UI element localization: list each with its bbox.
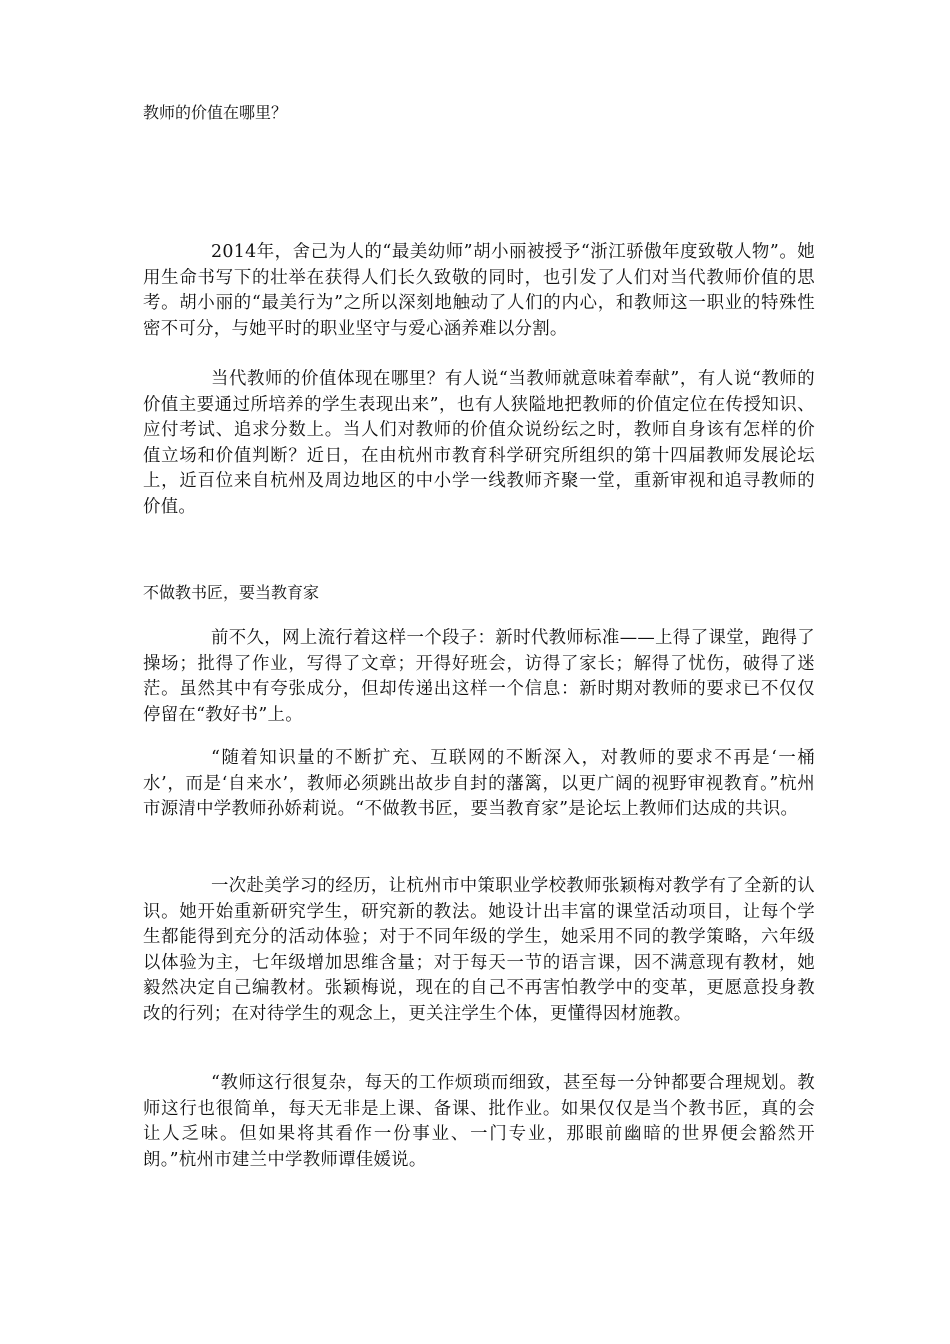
section-paragraph-4: “教师这行很复杂，每天的工作烦琐而细致，甚至每一分钟都要合理规划。教师这行也很简单，每天无非是上课、备课、批作业。如果仅仅是当个教书匠，真的会让人乏味。但如果将其看作一份事业、一门专业，那眼前幽暗的世界便会豁然开朗。”杭州市建兰中学教师谭佳媛说。	[143, 1073, 815, 1170]
section-paragraph-2: “随着知识量的不断扩充、互联网的不断深入，对教师的要求不再是‘一桶水’，而是‘自来水’，教师必须跳出故步自封的藩篱，以更广阔的视野审视教育。”杭州市源清中学教师孙娇莉说。“不做教书匠，要当教育家”是论坛上教师们达成的共识。	[143, 748, 815, 819]
section-heading: 不做教书匠，要当教育家	[143, 583, 320, 602]
section-paragraph-3: 一次赴美学习的经历，让杭州市中策职业学校教师张颖梅对教学有了全新的认识。她开始重新研究学生，研究新的教法。她设计出丰富的课堂活动项目，让每个学生都能得到充分的活动体验；对于不同年级的学生，她采用不同的教学策略，六年级以体验为主，七年级增加思维含量；对于每天一节的语言课，因不满意现有教材，她毅然决定自己编教材。张颖梅说，现在的自己不再害怕教学中的变革，更愿意投身教改的行列；在对待学生的观念上，更关注学生个体，更懂得因材施教。	[143, 876, 815, 1024]
section-paragraph-1: 前不久，网上流行着这样一个段子：新时代教师标准——上得了课堂，跑得了操场；批得了作业，写得了文章；开得好班会，访得了家长；解得了忧伤，破得了迷茫。虽然其中有夸张成分，但却传递出这样一个信息：新时期对教师的要求已不仅仅停留在“教好书”上。	[143, 628, 815, 725]
intro-paragraph-1: 2014年，舍己为人的“最美幼师”胡小丽被授予“浙江骄傲年度致敬人物”。她用生命书写下的壮举在获得人们长久致敬的同时，也引发了人们对当代教师价值的思考。胡小丽的“最美行为”之所以深刻地触动了人们的内心，和教师这一职业的特殊性密不可分，与她平时的职业坚守与爱心涵养难以分割。	[143, 242, 815, 339]
document-title: 教师的价值在哪里？	[143, 103, 288, 122]
intro-paragraph-2: 当代教师的价值体现在哪里？有人说“当教师就意味着奉献”，有人说“教师的价值主要通过所培养的学生表现出来”，也有人狭隘地把教师的价值定位在传授知识、应付考试、追求分数上。当人们对教师的价值众说纷纭之时，教师自身该有怎样的价值立场和价值判断？近日，在由杭州市教育科学研究所组织的第十四届教师发展论坛上，近百位来自杭州及周边地区的中小学一线教师齐聚一堂，重新审视和追寻教师的价值。	[143, 369, 815, 517]
